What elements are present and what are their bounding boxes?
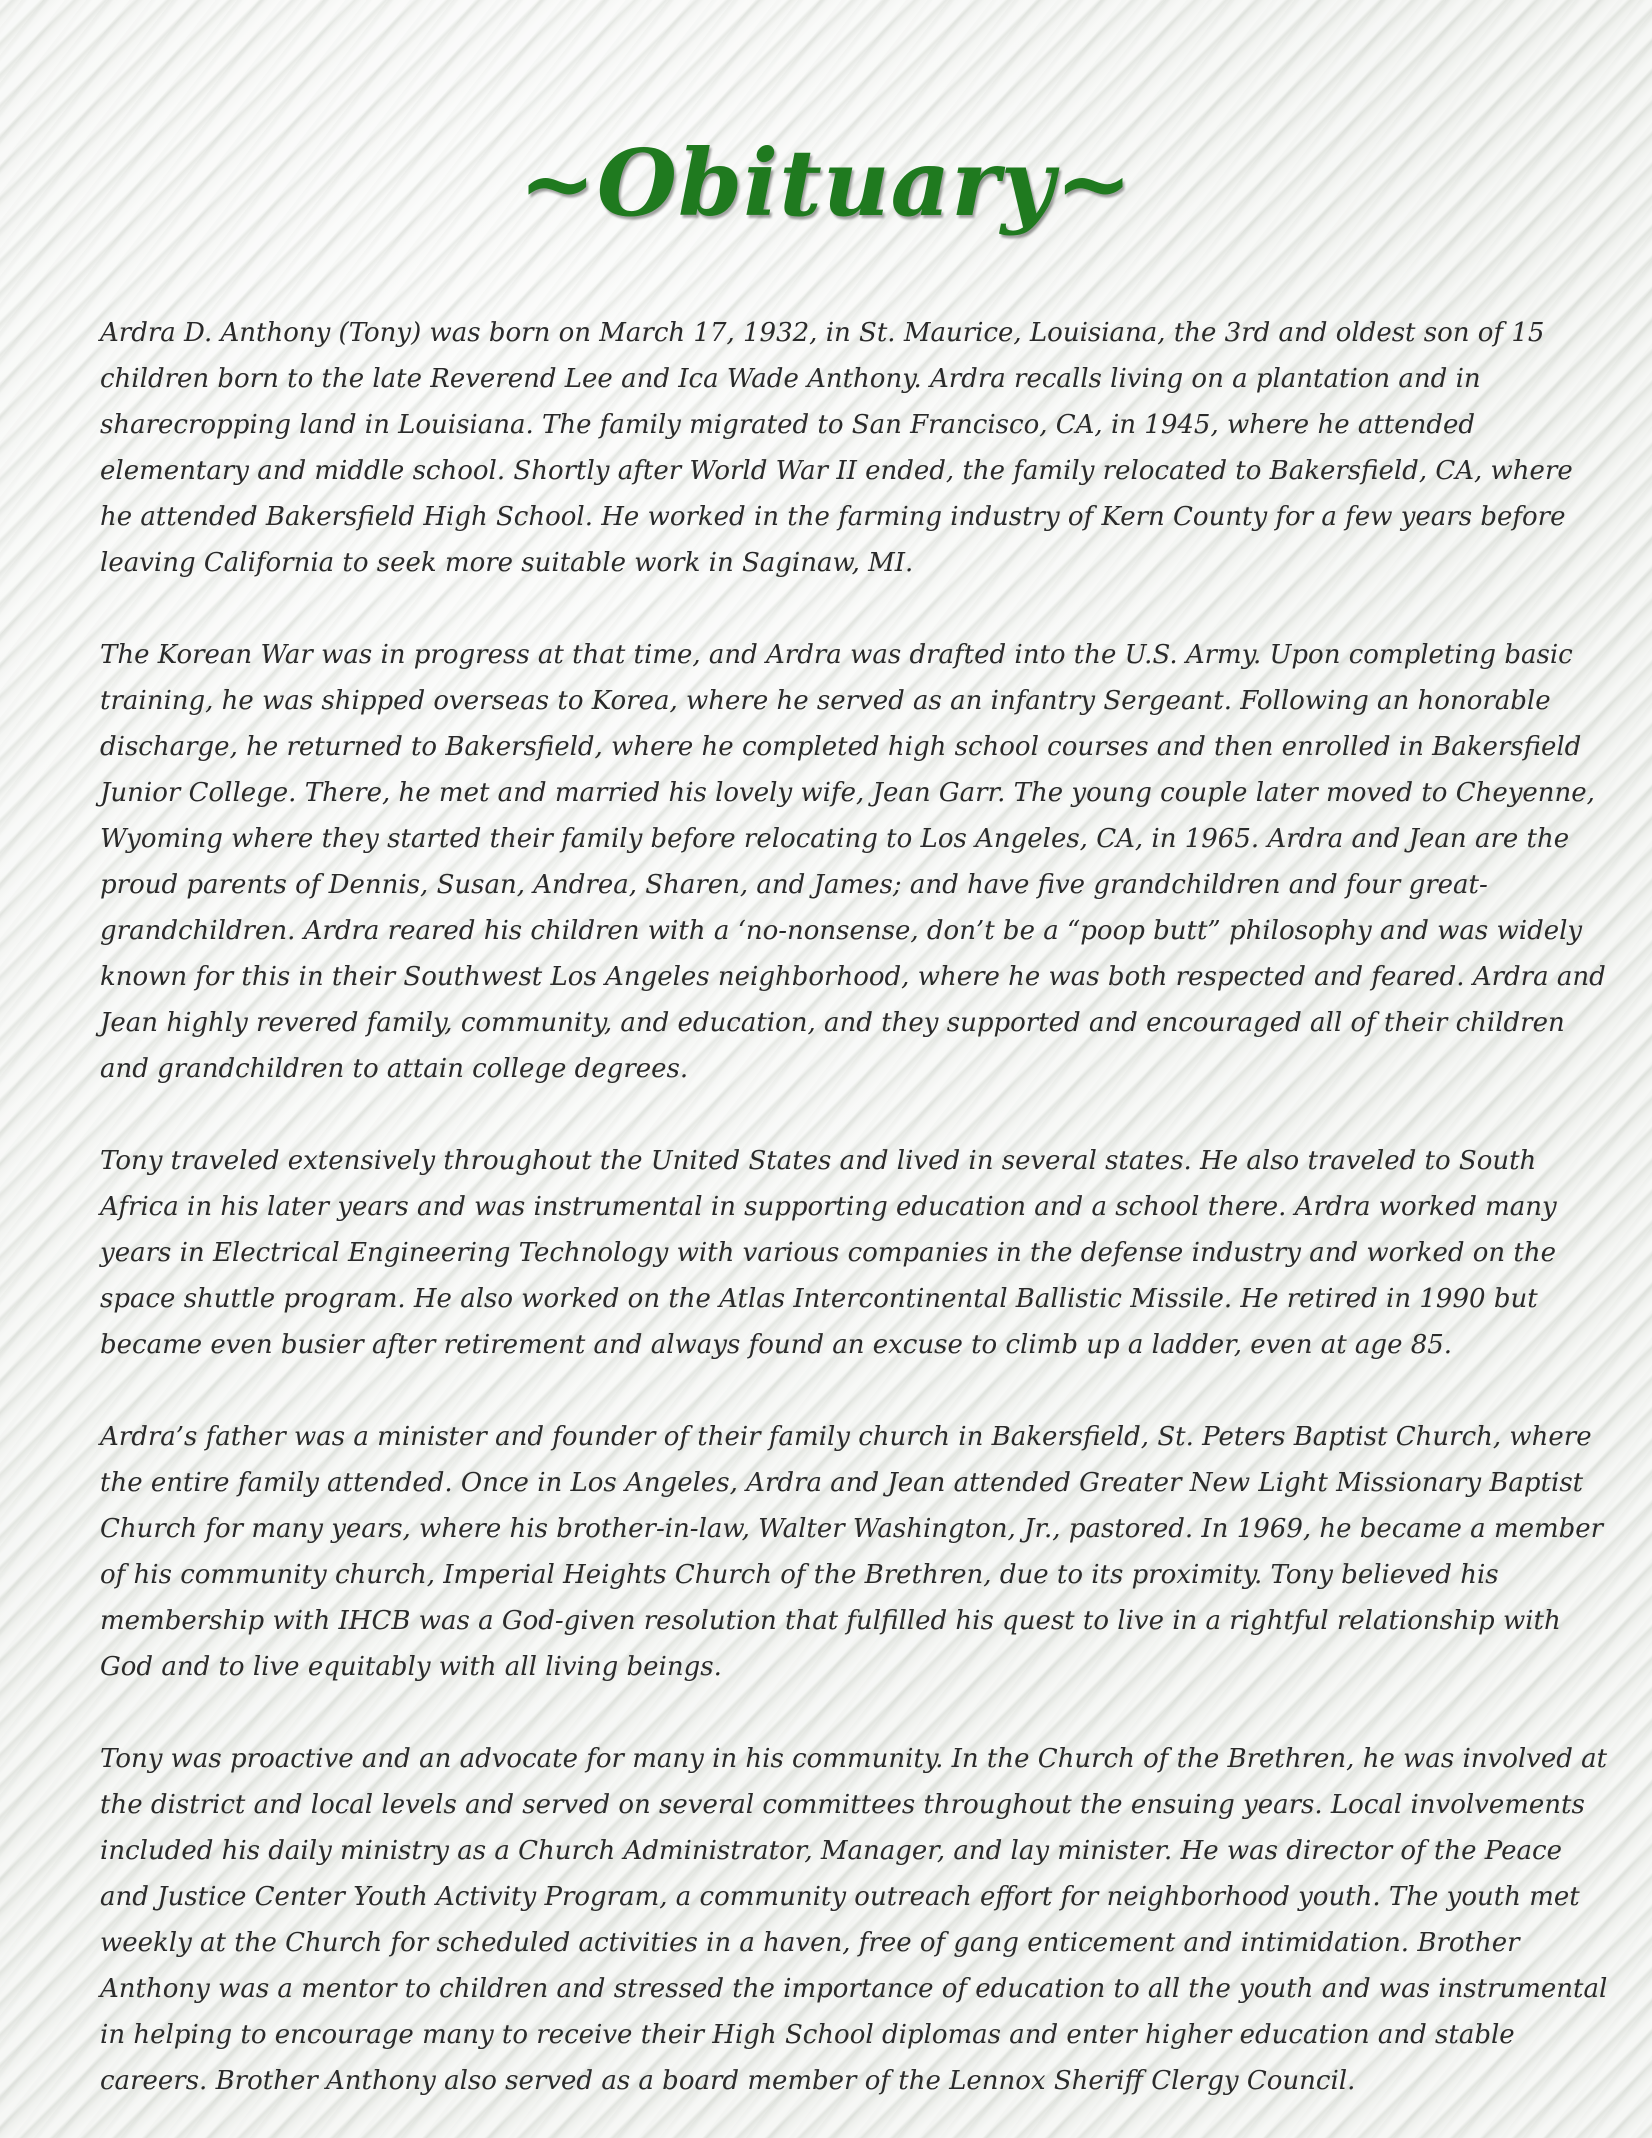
paragraph-career: Tony traveled extensively throughout the United States and lived in several states. He also traveled to South Africa in his later years and was instrumental in supporting education and a school there. Ardra worked many years in Electrical Engineering Technology with various companies in the defense industry and worked on the space shuttle program. He also worked on the Atlas Intercontinental Ballistic Missile. He retired in 1990 but became even busier after retirement and always found an excuse to climb up a ladder, even at age 85.	[100, 1146, 1557, 1360]
obituary-body	[100, 310, 1610, 2104]
paragraph-church: Ardra’s father was a minister and founder of their family church in Bakersfield, St. Peters Baptist Church, where the entire family attended. Once in Los Angeles, Ardra and Jean attended Greater New Light Missionary Baptist Church for many years, where his brother-in-law, Walter Washington, Jr., pastored. In 1969, he became a member of his community church, Imperial Heights Church of the Brethren, due to its proximity. Tony believed his membership with IHCB was a God-given resolution that fulfilled his quest to live in a rightful relationship with God and to live equitably with all living beings.	[100, 1422, 1604, 1682]
paragraph-community: Tony was proactive and an advocate for many in his community. In the Church of the Brethren, he was involved at the district and local levels and served on several committees throughout the ensuing years. Local involvements included his daily ministry as a Church Administrator, Manager, and lay minister. He was director of the Peace and Justice Center Youth Activity Program, a community outreach effort for neighborhood youth. The youth met weekly at the Church for scheduled activities in a haven, free of gang enticement and intimidation. Brother Anthony was a mentor to children and stressed the importance of education to all the youth and was instrumental in helping to encourage many to receive their High School diplomas and enter higher education and stable careers. Brother Anthony also served as a board member of the Lennox Sheriff Clergy Council.	[100, 1744, 1608, 2096]
paragraph-military-family: The Korean War was in progress at that time, and Ardra was drafted into the U.S. Army. Upon completing basic training, he was shipped overseas to Korea, where he served as an infantry Sergeant. Following an honorable discharge, he returned to Bakersfield, where he completed high school courses and then enrolled in Bakersfield Junior College. There, he met and married his lovely wife, Jean Garr. The young couple later moved to Cheyenne, Wyoming where they started their family before relocating to Los Angeles, CA, in 1965. Ardra and Jean are the proud parents of Dennis, Susan, Andrea, Sharen, and James; and have five grandchildren and four great-grandchildren. Ardra reared his children with a ‘no-nonsense, don’t be a “poop butt” philosophy and was widely known for this in their Southwest Los Angeles neighborhood, where he was both respected and feared. Ardra and Jean highly revered family, community, and education, and they supported and encouraged all of their children and grandchildren to attain college degrees.	[100, 640, 1606, 1084]
paragraph-early-life: Ardra D. Anthony (Tony) was born on March 17, 1932, in St. Maurice, Louisiana, the 3rd and oldest son of 15 children born to the late Reverend Lee and Ica Wade Anthony. Ardra recalls living on a plantation and in sharecropping land in Louisiana. The family migrated to San Francisco, CA, in 1945, where he attended elementary and middle school. Shortly after World War II ended, the family relocated to Bakersfield, CA, where he attended Bakersfield High School. He worked in the farming industry of Kern County for a few years before leaving California to seek more suitable work in Saginaw, MI.	[100, 318, 1573, 578]
page-title: ~Obituary~	[518, 129, 1134, 237]
